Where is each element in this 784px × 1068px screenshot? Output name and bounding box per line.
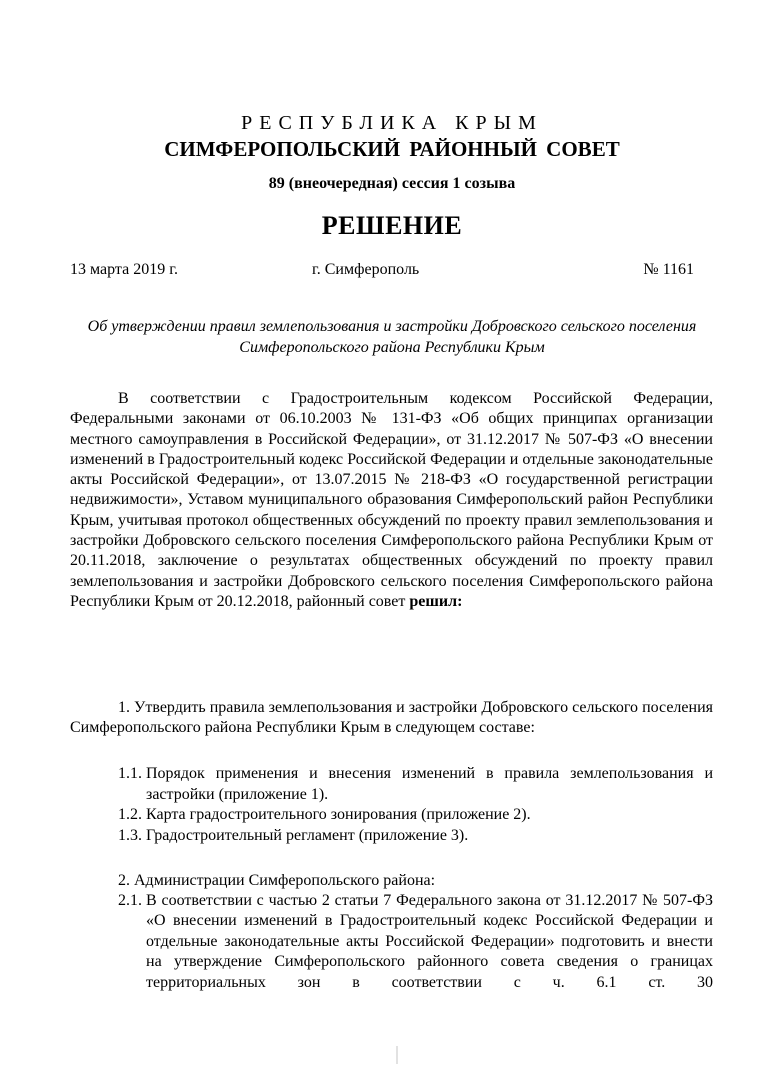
sub-item-number: 1.3. (118, 827, 142, 844)
preamble-paragraph (70, 389, 713, 612)
document-subject: Об утверждении правил землепользования и застройки Добровского сельского поселения Симферопольского района Республики Крым (87, 318, 697, 356)
sub-item-1-1 (118, 764, 713, 805)
sub-item-number: 2.1. (118, 892, 142, 909)
sub-item-text: В соответствии с частью 2 статьи 7 Федерального закона от 31.12.2017 № 507-ФЗ «О внесении изменений в Градостроительный кодекс Российской Федерации и отдельные законодательные акты Российской Федерации» подготовить и внести на утверждение Симферопольского районного совета сведения о границах территориальных зон в соответствии с ч. 6.1 ст. 30 (146, 892, 713, 991)
sub-item-number: 1.1. (118, 765, 142, 782)
sub-item-text: Порядок применения и внесения изменений в правила землепользования и застройки (приложение 1). (146, 765, 713, 803)
sub-item-text: Карта градостроительного зонирования (приложение 2). (146, 806, 531, 823)
item-1-paragraph: 1. Утвердить правила землепользования и застройки Добровского сельского поселения Симферопольского района Республики Крым в следующем составе: (70, 699, 713, 737)
page-scroll-indicator[interactable] (396, 1046, 398, 1064)
resolved-label: решил: (409, 592, 463, 610)
sub-item-1-2 (118, 805, 713, 826)
council-heading: СИМФЕРОПОЛЬСКИЙ РАЙОННЫЙ СОВЕТ (164, 137, 620, 161)
document-type-title: РЕШЕНИЕ (321, 211, 463, 240)
sub-item-text: Градостроительный регламент (приложение 3). (146, 827, 469, 844)
item-2-heading: 2. Администрации Симферопольского района: (118, 872, 436, 889)
sub-item-2-1 (118, 891, 713, 993)
document-date: 13 марта 2019 г. (70, 261, 178, 278)
republic-heading: РЕСПУБЛИКА КРЫМ (241, 112, 543, 134)
session-heading: 89 (внеочередная) сессия 1 созыва (268, 175, 516, 192)
sub-item-1-3 (118, 826, 713, 847)
document-place: г. Симферополь (312, 261, 420, 278)
document-number: № 1161 (643, 261, 694, 278)
sub-item-number: 1.2. (118, 806, 142, 823)
document-meta-row (70, 260, 694, 280)
preamble-text: В соответствии с Градостроительным кодексом Российской Федерации, Федеральными законами от 06.10.2003 № 131-ФЗ «Об общих принципах организации местного самоуправления в Российской Федерации», от 31.12.2017 № 507-ФЗ «О внесении изменений в Градостроительный кодекс Российской Федерации и отдельные законодательные акты Российской Федерации», от 13.07.2015 № 218-ФЗ «О государственной регистрации недвижимости», Уставом муниципального образования Симферопольский район Республики Крым, учитывая протокол общественных обсуждений по проекту правил землепользования и застройки Добровского сельского поселения Симферопольского района Республики Крым от 20.11.2018, заключение о результатах общественных обсуждений по проекту правил землепользования и застройки Добровского сельского поселения Симферопольского района Республики Крым от 20.12.2018, районный совет (70, 390, 713, 610)
